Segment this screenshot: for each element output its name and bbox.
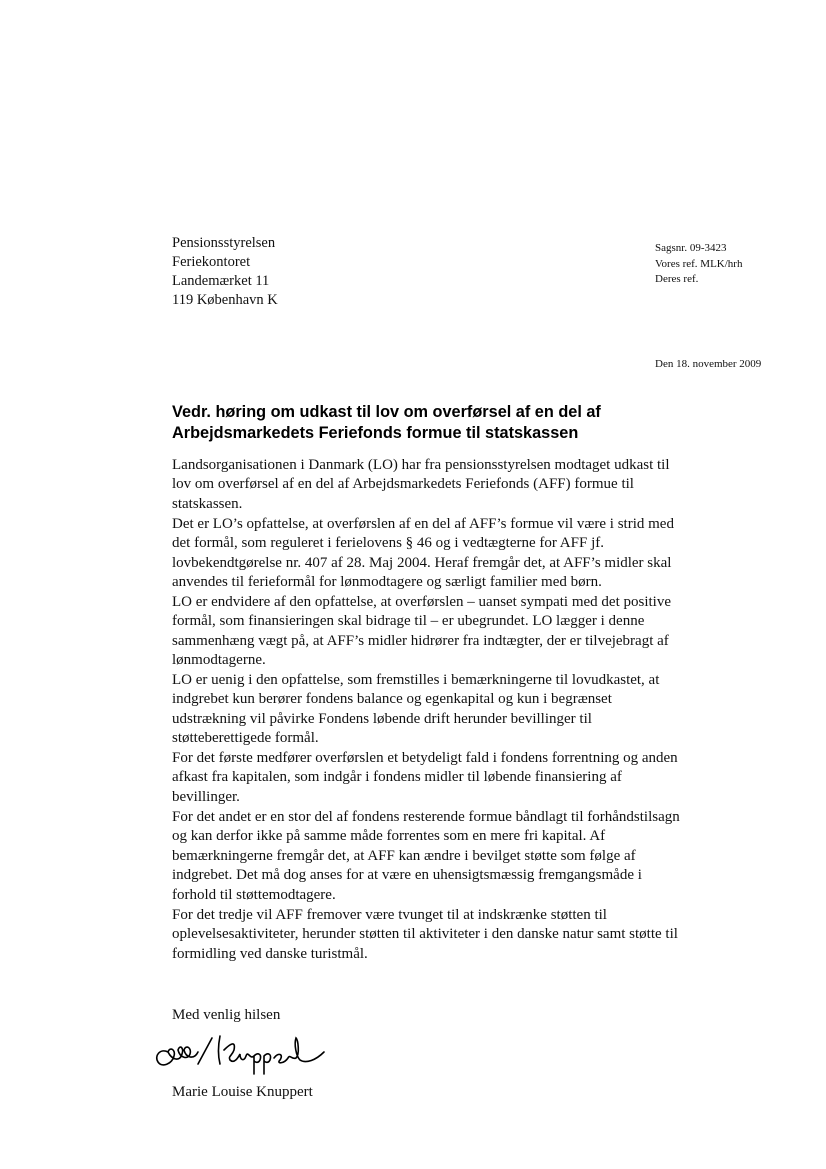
text-line: Landsorganisationen i Danmark (LO) har fra pensionsstyrelsen modtaget udkast til	[172, 457, 670, 473]
text-line: bevillinger.	[172, 788, 240, 805]
text-line: og kan derfor ikke på samme måde forrentes som en mere fri kapital. Af	[172, 828, 606, 845]
text-line: anvendes til ferieformål for lønmodtagere og særligt familier med børn.	[172, 574, 602, 591]
paragraph-5	[172, 749, 678, 807]
letter-heading	[172, 402, 601, 444]
text-line: bemærkningerne fremgår det, at AFF kan ændre i bevilget støtte som følge af	[172, 847, 636, 864]
signer-name: Marie Louise Knuppert	[172, 1084, 313, 1100]
text-line: lov om overførsel af en del af Arbejdsmarkedets Feriefonds (AFF) formue til	[172, 476, 634, 493]
paragraph-4	[172, 671, 659, 749]
paragraph-6	[172, 808, 680, 905]
text-line: For det tredje vil AFF fremover være tvunget til at indskrænke støtten til	[172, 907, 607, 923]
reference-block	[655, 241, 742, 288]
your-reference: Deres ref.	[655, 273, 699, 285]
address-line: 119 København K	[172, 292, 278, 308]
text-line: Det er LO’s opfattelse, at overførslen af en del af AFF’s formue vil være i strid med	[172, 516, 674, 532]
case-number: Sagsnr. 09-3423	[655, 242, 727, 254]
text-line: oplevelsesaktiviteter, herunder støtten til aktiviteter i den danske natur samt støtte til	[172, 926, 678, 943]
address-line: Landemærket 11	[172, 273, 270, 289]
our-reference: Vores ref. MLK/hrh	[655, 257, 743, 270]
recipient-address	[172, 234, 278, 310]
text-line: lovbekendtgørelse nr. 407 af 28. Maj 2004. Heraf fremgår det, at AFF’s midler skal	[172, 554, 672, 571]
text-line: formidling ved danske turistmål.	[172, 945, 368, 962]
closing-greeting: Med venlig hilsen	[172, 1007, 281, 1023]
text-line: sammenhæng vægt på, at AFF’s midler hidrører fra indtægter, der er tilvejebragt af	[172, 632, 669, 649]
text-line: udstrækning vil påvirke Fondens løbende drift herunder bevillinger til	[172, 710, 592, 727]
text-line: For det første medfører overførslen et betydeligt fald i fondens forrentning og anden	[172, 750, 678, 766]
text-line: LO er uenig i den opfattelse, som fremstilles i bemærkningerne til lovudkastet, at	[172, 672, 660, 688]
text-line: statskassen.	[172, 495, 243, 512]
text-line: støtteberettigede formål.	[172, 730, 319, 747]
address-line: Pensionsstyrelsen	[172, 235, 276, 251]
text-line: lønmodtagerne.	[172, 652, 266, 669]
text-line: indgrebet. Det må dog anses for at være en uhensigtsmæssig fremgangsmåde i	[172, 867, 642, 884]
text-line: LO er endvidere af den opfattelse, at overførslen – uanset sympati med det positive	[172, 594, 671, 610]
paragraph-1	[172, 456, 670, 514]
address-line: Feriekontoret	[172, 254, 251, 270]
letter-date: Den 18. november 2009	[655, 358, 762, 370]
text-line: For det andet er en stor del af fondens resterende formue båndlagt til forhåndstilsagn	[172, 809, 680, 825]
heading-line: Vedr. høring om udkast til lov om overførsel af en del af	[172, 403, 601, 421]
paragraph-7	[172, 906, 678, 964]
signature	[150, 1030, 330, 1075]
text-line: afkast fra kapitalen, som indgår i fondens midler til løbende finansiering af	[172, 769, 622, 786]
paragraph-2	[172, 515, 674, 593]
heading-line: Arbejdsmarkedets Feriefonds formue til statskassen	[172, 424, 579, 442]
paragraph-3	[172, 593, 671, 671]
text-line: forhold til støttemodtagere.	[172, 886, 336, 903]
text-line: det formål, som reguleret i ferielovens § 46 og i vedtægterne for AFF jf.	[172, 535, 604, 552]
text-line: indgrebet kun berører fondens balance og egenkapital og kun i begrænset	[172, 691, 612, 708]
text-line: formål, som finansieringen skal bidrage til – er ubegrundet. LO lægger i denne	[172, 613, 645, 630]
